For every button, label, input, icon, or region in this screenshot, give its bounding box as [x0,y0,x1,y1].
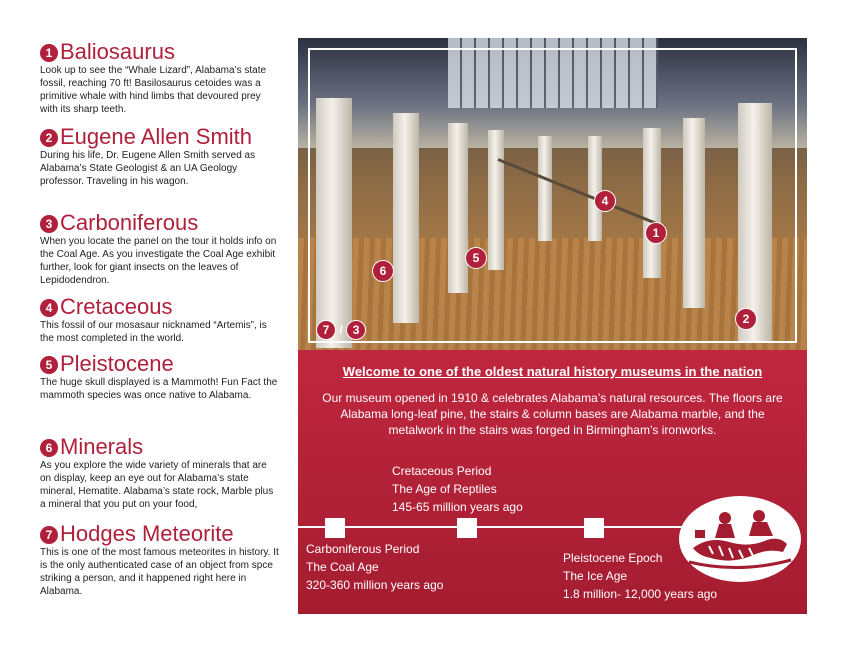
number-badge: 5 [40,356,58,374]
timeline-line [298,526,698,528]
entry-eugene-allen-smith [40,125,280,188]
marker-6[interactable]: 6 [372,260,394,282]
fossil-icon [679,496,801,582]
entry-cretaceous [40,295,280,345]
number-badge: 1 [40,44,58,62]
entry-title: 7 Hodges Meteorite [40,522,280,546]
entry-hodges-meteorite [40,522,280,598]
entry-title: 5 Pleistocene [40,352,280,376]
marker-2[interactable]: 2 [735,308,757,330]
entry-title: 4 Cretaceous [40,295,280,319]
marker-5[interactable]: 5 [465,247,487,269]
timeline-tick [457,518,477,538]
number-badge: 3 [40,215,58,233]
entry-text: This is one of the most famous meteorites in history. It is the only authenticated case of an object from spce striking a person, and it happened right here in Alabama. [40,547,279,597]
entry-text: During his life, Dr. Eugene Allen Smith served as Alabama’s State Geologist & an UA Geology professor. Traveling in his wagon. [40,150,256,187]
entry-title: 6 Minerals [40,435,280,459]
entry-minerals [40,435,280,511]
number-badge: 7 [40,526,58,544]
entry-baliosaurus [40,40,280,116]
marker-1[interactable]: 1 [645,222,667,244]
timeline-tick [584,518,604,538]
museum-hall-photo [298,38,807,350]
panel-title: Welcome to one of the oldest natural history museums in the nation [342,364,763,379]
photo-frame [308,48,797,343]
timeline-pleistocene: Pleistocene Epoch The Ice Age 1.8 million- 12,000 years ago [563,551,718,601]
entry-title: 3 Carboniferous [40,211,280,235]
timeline-tick [325,518,345,538]
entry-text: The huge skull displayed is a Mammoth! Fun Fact the mammoth species was once native to Alabama. [40,377,278,401]
entry-text: When you locate the panel on the tour it holds info on the Coal Age. As you investigate the Coal Age exhibit further, look for giant insects on the leaves of Lepidodendron. [40,236,277,286]
entry-title: 1 Baliosaurus [40,40,280,64]
marker-4[interactable]: 4 [594,190,616,212]
fossil-dig-illustration [679,496,801,582]
timeline-cretaceous: Cretaceous Period The Age of Reptiles 145-65 million years ago [392,464,523,514]
entry-text: As you explore the wide variety of minerals that are on display, keep an eye out for Alabama’s state mineral, Hematite. Alabama’s state rock, Marble plus a mineral that you put on your food, [40,460,274,510]
number-badge: 6 [40,439,58,457]
entry-text: This fossil of our mosasaur nicknamed “Artemis”, is the most completed in the world. [40,320,267,344]
entry-text: Look up to see the “Whale Lizard”, Alabama’s state fossil, reaching 70 ft! Basilosaurus cetoides was a primitive whale with hind limbs that devoured prey with its sharp teeth. [40,65,267,115]
entry-carboniferous [40,211,280,287]
info-panel [298,350,807,614]
number-badge: 2 [40,129,58,147]
entry-title: 2 Eugene Allen Smith [40,125,280,149]
panel-body: Our museum opened in 1910 & celebrates Alabama’s natural resources. The floors are Alabama long-leaf pine, the stairs & column bases are Alabama marble, and the metalwork in the stairs was forged in Birmingham’s ironworks. [322,391,783,437]
marker-7-3[interactable]: 7 / 3 [316,320,366,340]
timeline-carboniferous: Carboniferous Period The Coal Age 320-360 million years ago [306,542,444,592]
number-badge: 4 [40,299,58,317]
entry-pleistocene [40,352,280,402]
